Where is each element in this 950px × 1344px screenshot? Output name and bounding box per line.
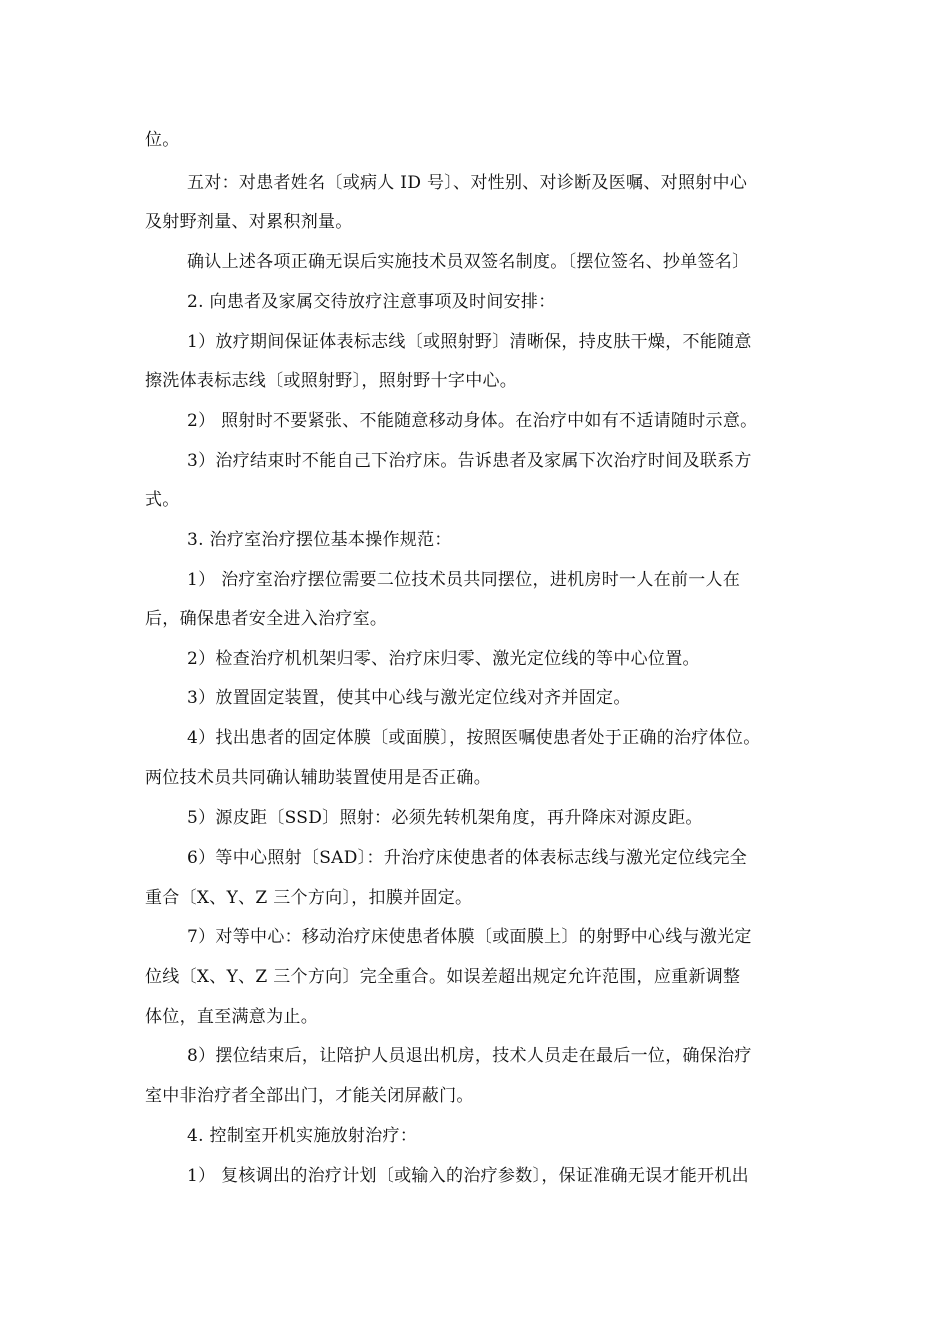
text-line: 位。 — [145, 130, 180, 150]
text-line: 2）检查治疗机机架归零、治疗床归零、激光定位线的等中心位置。 — [187, 649, 700, 669]
text-line: 1）放疗期间保证体表标志线〔或照射野〕清晰保，持皮肤干燥，不能随意 — [187, 332, 752, 352]
text-line: 后，确保患者安全进入治疗室。 — [145, 609, 388, 629]
text-line: 1） 治疗室治疗摆位需要二位技术员共同摆位，进机房时一人在前一人在 — [187, 570, 741, 590]
text-line: 重合〔X、Y、Z 三个方向〕，扣膜并固定。 — [145, 888, 473, 908]
text-line: 3）放置固定装置，使其中心线与激光定位线对齐并固定。 — [187, 688, 631, 708]
text-line: 体位，直至满意为止。 — [145, 1007, 318, 1027]
text-line: 位线〔X、Y、Z 三个方向〕完全重合。如误差超出规定允许范围，应重新调整 — [145, 967, 741, 987]
text-line: 3）治疗结束时不能自己下治疗床。告诉患者及家属下次治疗时间及联系方 — [187, 451, 752, 471]
text-line: 5）源皮距〔SSD〕照射：必须先转机架角度，再升降床对源皮距。 — [187, 808, 703, 828]
text-line: 五对：对患者姓名〔或病人 ID 号〕、对性别、对诊断及医嘱、对照射中心 — [187, 173, 748, 193]
text-line: 式。 — [145, 490, 180, 510]
text-line: 确认上述各项正确无误后实施技术员双签名制度。〔摆位签名、抄单签名〕 — [187, 252, 750, 272]
text-line: 室中非治疗者全部出门，才能关闭屏蔽门。 — [145, 1086, 474, 1106]
text-line: 2. 向患者及家属交待放疗注意事项及时间安排： — [187, 292, 556, 312]
text-line: 1） 复核调出的治疗计划〔或输入的治疗参数〕，保证准确无误才能开机出 — [187, 1166, 749, 1186]
text-line: 4）找出患者的固定体膜〔或面膜〕，按照医嘱使患者处于正确的治疗体位。 — [187, 728, 761, 748]
text-line: 3. 治疗室治疗摆位基本操作规范： — [187, 530, 452, 550]
text-line: 7）对等中心：移动治疗床使患者体膜〔或面膜上〕的射野中心线与激光定 — [187, 927, 752, 947]
text-line: 擦洗体表标志线〔或照射野〕，照射野十字中心。 — [145, 371, 518, 391]
text-line: 4. 控制室开机实施放射治疗： — [187, 1126, 418, 1146]
text-line: 8）摆位结束后，让陪护人员退出机房，技术人员走在最后一位，确保治疗 — [187, 1046, 752, 1066]
text-line: 两位技术员共同确认辅助装置使用是否正确。 — [145, 768, 491, 788]
text-line: 2） 照射时不要紧张、不能随意移动身体。在治疗中如有不适请随时示意。 — [187, 411, 758, 431]
text-line: 及射野剂量、对累积剂量。 — [145, 212, 353, 232]
text-line: 6）等中心照射〔SAD〕：升治疗床使患者的体表标志线与激光定位线完全 — [187, 848, 748, 868]
